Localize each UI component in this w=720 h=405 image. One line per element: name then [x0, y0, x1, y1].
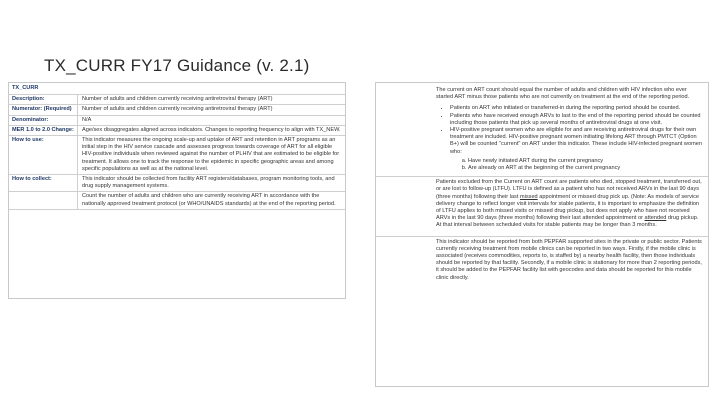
missed-underlined: missed	[519, 193, 538, 200]
list-item: a. Have newly initiated ART during the current pregnancy	[468, 158, 702, 165]
row-value: Age/sex disaggregates aligned across indicators. Changes to reporting frequency to align with TX_NEW.	[82, 126, 341, 133]
table-row	[9, 105, 345, 115]
row-key: Numerator: (Required)	[9, 105, 78, 114]
pregnant-women-sublist	[376, 158, 708, 174]
row-value: N/A	[82, 116, 92, 123]
table-row	[9, 136, 345, 175]
current-count-definition: The current on ART count should equal the number of adults and children with HIV infection who ever started ART minus those patients who are not currently on treatment at the end of the reporting period.	[436, 87, 690, 101]
row-key: How to use:	[9, 136, 78, 174]
guidance-continuation-panel	[375, 82, 709, 387]
section-divider	[376, 236, 708, 237]
table-row	[9, 192, 345, 209]
section-divider	[376, 176, 708, 177]
indicator-table	[9, 95, 345, 210]
indicator-reference-sheet	[8, 82, 346, 299]
indicator-name: TX_CURR	[9, 83, 345, 95]
counting-criteria-list	[376, 105, 708, 157]
list-item: • Patients on ART who initiated or transferred-in during the reporting period should be counted.	[450, 105, 702, 112]
list-item: • HIV-positive pregnant women who are eligible for and are receiving antiretroviral drugs for their own treatment are included. HIV-positive pregnant women initiating lifelong ART through PMTCT (Option B+) will be counted "current" on ART under this indicator. These include HIV-infected pregnant women who:	[450, 127, 702, 156]
slide-title: TX_CURR FY17 Guidance (v. 2.1)	[44, 56, 310, 75]
table-row	[9, 175, 345, 192]
table-row	[9, 95, 345, 105]
row-value: Count the number of adults and children who are currently receiving ART in accordance with the nationally approved treatment protocol (or WHO/UNAIDS standards) at the end of the reporting period.	[82, 193, 336, 207]
list-item: • Patients who have received enough ARVs to last to the end of the reporting period should be counted including those patients that pick up several months of antiretroviral drugs at one visit.	[450, 113, 702, 127]
attended-underlined: attended	[644, 215, 667, 222]
row-key: Denominator:	[9, 116, 78, 125]
table-row	[9, 116, 345, 126]
row-value: This indicator measures the ongoing scale-up and uptake of ART and retention in ART programs as an initial step in the HIV service cascade and assesses progress towards coverage of ART for all eligible HIV-positive individuals when reviewed against the number of PLHIV that are estimated to be eligible for treatment. It allows one to track the response to the epidemic in specific geographic areas and among specific populations as well as at the national level.	[82, 137, 340, 172]
row-value: Number of adults and children currently receiving antiretroviral therapy (ART)	[82, 106, 273, 113]
row-key: MER 1.0 to 2.0 Change:	[9, 126, 78, 135]
row-key: Description:	[9, 95, 78, 104]
row-key: How to collect:	[9, 175, 78, 191]
reporting-paragraph: This indicator should be reported from both PEPFAR supported sites in the private or public sector. Patients currently receiving treatment from mobile clinics can be reported in two ways. Firstly, if the mobile clinic is associated (receives commodities, reports to, is staffed by) a nearby health facility, then those individuals should be reported by that facility. Secondly, if a mobile clinic is stationary for more than 2 reporting periods, it should be added to the PEPFAR facility list with geocodes and data should be reported for this mobile clinic directly.	[436, 238, 702, 281]
table-row	[9, 126, 345, 136]
row-key	[9, 192, 78, 208]
exclusion-paragraph: Patients excluded from the Current on ART count are patients who died, stopped treatment, transferred out, or are lost to follow-up (LTFU). LTFU is defined as a patient who has not received ARVs in the last 90 days (three months) following their last missed appointment or missed drug pick up. (Note: As models of service delivery change to reflect longer visit intervals for stable patients, it is important to emphasize the definition of LTFU applies to both missed visits or missed drug pickup, but does not apply who have not received ARVs in the last 90 days (three months) following their last attended appointment or attended drug pickup. At that interval between scheduled visits for stable patients may be longer than 3 months.	[436, 179, 702, 229]
list-item: b. Are already on ART at the beginning of the current pregnancy	[468, 165, 702, 172]
row-value: This indicator should be collected from facility ART registers/databases, program monitoring tools, and drug supply management systems.	[82, 176, 335, 190]
row-value: Number of adults and children currently receiving antiretroviral therapy (ART)	[82, 96, 273, 103]
